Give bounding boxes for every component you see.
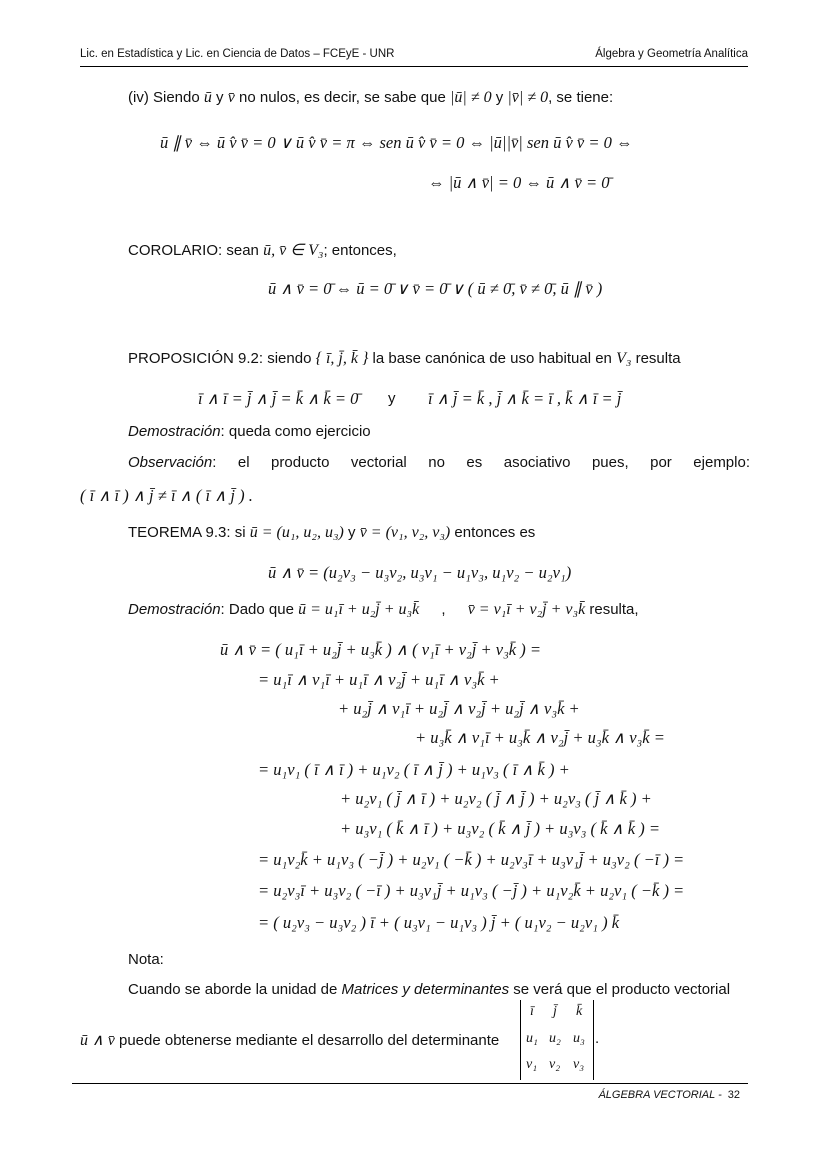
observacion-word: : [212, 454, 217, 471]
nota-line-1-italic: Matrices y determinantes [341, 981, 510, 998]
proof-line: = u₁ī ∧ v₁ī + u₁ī ∧ v₂j̄ + u₁ī ∧ v₃k̄ + [258, 670, 500, 689]
proposicion-equation-a: ī ∧ ī = j̄ ∧ j̄ = k̄ ∧ k̄ = 0̄ [198, 389, 359, 408]
nota-line-2-math: ū ∧ v̄ [80, 1032, 115, 1049]
nota-label: Nota: [128, 951, 164, 968]
teorema-y: y [348, 524, 356, 541]
page-footer [598, 1089, 740, 1101]
det-cell: u₁ [526, 1031, 538, 1046]
det-cell: v₂ [549, 1057, 561, 1072]
header-rule [80, 66, 748, 67]
demostracion-2-v: v̄ = v₁ī + v₂j̄ + v₃k̄ [467, 601, 586, 618]
observacion-label: Observación [128, 454, 213, 471]
proof-line: + u₂j̄ ∧ v₁ī + u₂j̄ ∧ v₂j̄ + u₂j̄ ∧ v₃k̄ + [338, 699, 580, 718]
nota-line-2-text: puede obtenerse mediante el desarrollo del determinante [118, 1032, 500, 1049]
proposicion-space: V₃ [616, 350, 632, 367]
iv-v: v̄ [227, 89, 235, 106]
teorema-lead: TEOREMA 9.3: si [128, 524, 246, 541]
determinant-dot: . [595, 1030, 600, 1047]
proof-line: + u₂v₁ ( j̄ ∧ ī ) + u₂v₂ ( j̄ ∧ j̄ ) + u₂v₃ ( j̄ ∧ k̄ ) + [340, 789, 652, 808]
observacion-word: el [237, 454, 250, 471]
observacion-word: no [428, 454, 445, 471]
iv-statement [128, 89, 613, 107]
corolario-statement [128, 240, 397, 260]
observacion-line [128, 454, 750, 471]
footer-label: ÁLGEBRA VECTORIAL - [598, 1089, 722, 1101]
demostracion-1-label: Demostración [128, 423, 221, 440]
proof-line: + u₃v₁ ( k̄ ∧ ī ) + u₃v₂ ( k̄ ∧ j̄ ) + u₃v₃ ( k̄ ∧ k̄ ) = [340, 819, 660, 838]
iv-end: , se tiene: [548, 89, 614, 106]
demostracion-2-sep: , [441, 601, 446, 618]
proof-line: = u₂v₃ī + u₃v₂ ( −ī ) + u₃v₁j̄ + u₁v₃ ( −j̄ ) + u₁v₂k̄ + u₂v₁ ( −k̄ ) = [258, 881, 685, 900]
proposicion-lead: PROPOSICIÓN 9.2: siendo [128, 350, 312, 367]
nota-line-1-a: Cuando se aborde la unidad de [128, 981, 338, 998]
header-right: Álgebra y Geometría Analítica [595, 48, 748, 60]
proposicion-base: { ī, j̄, k̄ } [315, 350, 369, 367]
corolario-equation: ū ∧ v̄ = 0̄ ⇔ ū = 0̄ ∨ v̄ = 0̄ ∨ ( ū ≠ 0̄, v̄ ≠ 0̄, ū ∥ v̄ ) [268, 279, 603, 298]
nota-line-1 [128, 981, 730, 998]
demostracion-1 [128, 423, 371, 440]
proposicion-equation-b: ī ∧ j̄ = k̄ , j̄ ∧ k̄ = ī , k̄ ∧ ī = j̄ [428, 389, 622, 408]
teorema-equation: ū ∧ v̄ = (u₂v₃ − u₃v₂, u₃v₁ − u₁v₃, u₁v₂ − u₂v₁) [268, 563, 572, 582]
iv-u: ū [203, 89, 212, 106]
nota-line-2 [80, 1030, 499, 1050]
iv-cond2: |v̄| ≠ 0 [507, 89, 549, 106]
iv-equation-1: ū ∥ v̄ ⇔ ū v̂ v̄ = 0 ∨ ū v̂ v̄ = π ⇔ sen ū v̂ v̄ = 0 ⇔ |ū||v̄| sen ū v̂ v̄ = 0 ⇔ [160, 133, 633, 152]
observacion-word: ejemplo: [693, 454, 750, 471]
proposicion-statement [128, 350, 681, 368]
page-header [80, 48, 748, 60]
demostracion-2-u: ū = u₁ī + u₂j̄ + u₃k̄ [298, 601, 420, 618]
proposicion-mid: la base canónica de uso habitual en [372, 350, 612, 367]
proof-line: = u₁v₂k̄ + u₁v₃ ( −j̄ ) + u₂v₁ ( −k̄ ) + u₂v₃ī + u₃v₁j̄ + u₃v₂ ( −ī ) = [258, 850, 685, 869]
observacion-word: por [650, 454, 672, 471]
iv-equation-2: ⇔ |ū ∧ v̄| = 0 ⇔ ū ∧ v̄ = 0̄ [428, 173, 610, 192]
observacion-word: asociativo [503, 454, 571, 471]
det-cell: ī [530, 1004, 534, 1019]
iv-y2: y [495, 89, 504, 106]
det-cell: v₁ [526, 1057, 538, 1072]
observacion-equation: ( ī ∧ ī ) ∧ j̄ ≠ ī ∧ ( ī ∧ j̄ ) . [80, 486, 253, 505]
observacion-word: es [466, 454, 483, 471]
iv-mid: no nulos, es decir, se sabe que [239, 89, 446, 106]
corolario-end: ; entonces, [323, 242, 397, 259]
corolario-math: ū, v̄ ∈ V₃ [263, 242, 324, 259]
det-cell: u₂ [549, 1031, 561, 1046]
teorema-statement [128, 524, 535, 542]
det-cell: j̄ [553, 1004, 557, 1019]
demostracion-2-end: resulta, [589, 601, 639, 618]
det-cell: v₃ [573, 1057, 585, 1072]
proof-line: ū ∧ v̄ = ( u₁ī + u₂j̄ + u₃k̄ ) ∧ ( v₁ī + v₂j̄ + v₃k̄ ) = [220, 640, 542, 659]
observacion-word: pues, [591, 454, 629, 471]
det-cell: k̄ [576, 1004, 583, 1019]
proof-line: = ( u₂v₃ − u₃v₂ ) ī + ( u₃v₁ − u₁v₃ ) j̄ + ( u₁v₂ − u₂v₁ ) k̄ [258, 913, 620, 932]
footer-rule [72, 1083, 748, 1084]
proposicion-end: resulta [635, 350, 681, 367]
header-left: Lic. en Estadística y Lic. en Ciencia de Datos – FCEyE - UNR [80, 48, 395, 60]
iv-y1: y [216, 89, 224, 106]
observacion-word: vectorial [350, 454, 407, 471]
demostracion-1-text: : queda como ejercicio [220, 423, 371, 440]
page-number: 32 [727, 1089, 740, 1101]
det-cell: u₃ [573, 1031, 585, 1046]
corolario-lead: COROLARIO: sean [128, 242, 259, 259]
iv-lead: (iv) Siendo [128, 89, 200, 106]
demostracion-2-label: Demostración [128, 601, 221, 618]
observacion-word: producto [271, 454, 330, 471]
determinant [520, 1000, 594, 1080]
teorema-end: entonces es [454, 524, 536, 541]
teorema-u: ū = (u₁, u₂, u₃) [249, 524, 344, 541]
proof-line: = u₁v₁ ( ī ∧ ī ) + u₁v₂ ( ī ∧ j̄ ) + u₁v₃ ( ī ∧ k̄ ) + [258, 760, 570, 779]
iv-cond1: |ū| ≠ 0 [449, 89, 492, 106]
demostracion-2-lead: : Dado que [220, 601, 294, 618]
demostracion-2 [128, 601, 639, 619]
proposicion-y: y [388, 390, 396, 407]
teorema-v: v̄ = (v₁, v₂, v₃) [359, 524, 451, 541]
proof-line: + u₃k̄ ∧ v₁ī + u₃k̄ ∧ v₂j̄ + u₃k̄ ∧ v₃k̄ = [415, 728, 665, 747]
nota-line-1-b: se verá que el producto vectorial [513, 981, 731, 998]
observacion-first [128, 454, 216, 471]
